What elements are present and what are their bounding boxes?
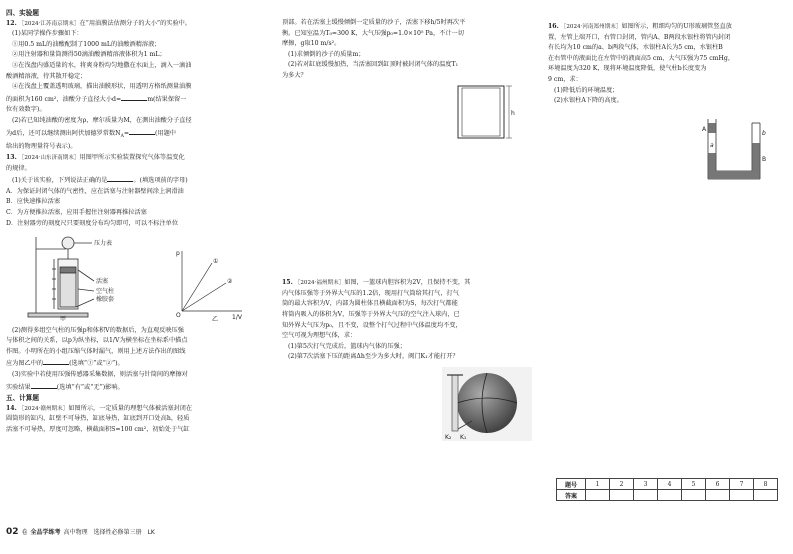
step-text: ①用0.5 mL的油酸配制了1000 mL的油酸酒精溶液； (12, 40, 161, 48)
question-text: 内气体压强等于外界大气压的1.2倍，现用打气筒给其打气，打气 (282, 289, 459, 297)
step-text: 酸酒精溶液，待其散开稳定； (6, 72, 87, 80)
answer-cell[interactable] (682, 490, 706, 501)
question-16 (548, 22, 788, 33)
question-stem: 如图，一篮球内胆容积为2V，且保持不变，其 (344, 279, 471, 287)
pump-barrel (452, 375, 458, 431)
line-2 (182, 283, 226, 311)
question-14 (6, 404, 268, 415)
mercury-a (709, 123, 716, 133)
table-cell: 3 (634, 479, 658, 490)
answer-cell[interactable] (586, 490, 610, 501)
answer-blank[interactable] (129, 127, 155, 135)
step-text: ③在浅盘内盛适量的水，将爽身粉均匀地撒在水面上，滴入一滴油 (12, 61, 192, 69)
sub-question: (2)测得多组空气柱的压强p和体积V的数据后，为直观反映压强 (12, 326, 184, 334)
text-span: = (123, 129, 129, 137)
text-span: 为d后，还可以继续测出阿伏加德罗常数N (6, 129, 121, 137)
sub-question: 为d后，还可以继续测出阿伏加德罗常数$N_A=$ (用题中 (6, 127, 268, 143)
table-cell: 1 (586, 479, 610, 490)
answer-blank[interactable] (31, 381, 57, 389)
question-text: 摩擦，g取10 m/s²。 (282, 40, 341, 48)
table-cell: 6 (706, 479, 730, 490)
question-number: 15. (282, 279, 293, 287)
page-number: 02 (6, 527, 19, 537)
option-b: B．应快速推拉活塞 (6, 198, 61, 206)
table-cell: 2 (610, 479, 634, 490)
label-A: A (702, 125, 707, 133)
source-tag: ［2024·河南郑州期末］ (560, 24, 622, 30)
question-stem: 用图甲所示实验装置探究气体等温变化 (79, 153, 185, 161)
table-cell: 5 (682, 479, 706, 490)
sub-question (6, 174, 268, 187)
question-stem: 在“用油膜法估测分子的大小”的实验中。 (79, 19, 192, 27)
text-span: 。(填选项前的字母) (133, 177, 188, 185)
syringe-apparatus (28, 237, 94, 317)
answer-cell[interactable] (634, 490, 658, 501)
middle-column (282, 18, 534, 448)
section-heading-experiment: 四、实验题 (6, 9, 39, 17)
question-text: 顶部。若在活塞上缓慢倾倒一定质量的沙子，活塞下移h/5时再次平 (282, 19, 466, 26)
answer-cell[interactable] (754, 490, 778, 501)
question-number: 12. (6, 19, 17, 27)
origin-label: O (176, 312, 181, 320)
sub-question: (2)若对缸底缓慢加热，当活塞回到缸顶时被封闭气体的温度T₁ (288, 61, 459, 69)
sub-question: (1)降低后的环境温度； (554, 86, 619, 94)
question-stem: 如图所示，一定质量的理想气体被活塞封闭在 (68, 404, 193, 412)
table-row (557, 490, 778, 501)
question-text: 衡。已知室温为T₀=300 K，大气压强p₀=1.0×10⁵ Pa，不计一切 (282, 29, 464, 37)
sub-question: 作图。小明所在的小组压缩气体时漏气，则用上述方法作出的图线 (6, 347, 186, 355)
sub-question: (1)某同学操作步骤如下： (12, 30, 83, 38)
answer-blank[interactable] (107, 174, 133, 182)
label-pressure-gauge: 压力表 (94, 240, 113, 248)
answer-table (556, 478, 778, 501)
question-text: 将筒内吸入的体积为V，压强等于外界大气压的空气注入球内，已 (282, 310, 460, 318)
question-stem: 如图所示，粗细均匀的U形玻璃管竖直放 (621, 23, 732, 30)
sub-question: 为多大？ (282, 71, 307, 79)
question-text: 活塞不可导热，厚度可忽略，横截面积S=100 cm²，初始处于气缸 (6, 426, 190, 434)
label-piston: 活塞 (96, 278, 109, 286)
text-span: (1)关于该实验，下列说法正确的是 (12, 177, 108, 185)
step-text: ④在浅盘上覆盖透明玻璃，描出油膜形状，用透明方格纸测量油膜 (12, 83, 192, 91)
step-text: ②用注射器和量筒测得50滴油酸酒精溶液体积为1 mL； (12, 51, 166, 59)
sub-question: 给出的物理量符号表示)。 (6, 143, 77, 151)
question-text: 9 cm，求： (548, 75, 582, 83)
table-cell: 7 (730, 479, 754, 490)
left-column (6, 8, 268, 436)
question-text: 空气可视为理想气体，求： (282, 332, 357, 340)
valve-label-k1: K₁ (460, 433, 467, 441)
text-span: (选填“有”或“无”)影响。 (56, 383, 124, 391)
question-text: 置，左管上端开口，右管口封闭，管内A、B两段水银柱将管内封闭 (548, 33, 731, 41)
text-span: 的面积为160 cm²，油酸分子直径大小d= (6, 95, 122, 103)
sub-question: (1)第5次打气完成后，篮球内气体的压强； (288, 342, 406, 350)
table-header-number: 题号 (557, 479, 586, 490)
question-text: 环境温度为320 K，现将环境温度降低，使气柱b长度变为 (548, 65, 707, 73)
cylinder-figure (282, 84, 534, 164)
sub-question (6, 381, 268, 394)
question-number: 13. (6, 153, 17, 161)
question-15 (282, 278, 534, 289)
source-tag: ［2024·赣州期末］ (18, 405, 69, 412)
option-d: D．注射器旁的刻度尺只要刻度分布均匀即可，可以不标注单位 (6, 219, 179, 227)
question-text: 有长均为10 cm的a、b两段气体，水银柱A长为5 cm，水银柱B (548, 44, 723, 52)
label-a: a (710, 141, 714, 149)
text-span: m(结果保留一 (147, 95, 187, 103)
option-c: C．为方便推拉活塞，应用手握住注射器再推拉活塞 (6, 208, 147, 216)
question-text: 在右管中的液面比在左管中的液面高5 cm，大气压强为75 cmHg， (548, 54, 735, 62)
book-title: 全品学练考 (30, 529, 61, 536)
text-span: 应为图乙中的 (6, 360, 44, 368)
section-heading-calculation: 五、计算题 (6, 394, 39, 403)
label-b: b (762, 129, 766, 137)
step-text: 位有效数字)。 (6, 106, 46, 114)
source-tag: ［2024·福州期末］ (294, 280, 345, 287)
valve-label-k2: K₂ (445, 433, 452, 441)
height-label: h (511, 109, 515, 117)
text-span: 实验结果 (6, 383, 31, 391)
question-13 (6, 153, 268, 164)
label-figure-jia: 甲 (60, 316, 67, 322)
question-text: 知外界大气压为p₀，且不变，设整个打气过程中气体温度均不变， (282, 321, 462, 329)
basketball-pump-figure (282, 363, 534, 443)
answer-cell[interactable] (730, 490, 754, 501)
question-stem: 的规律。 (6, 164, 31, 172)
option-a: A．为保证封闭气体的气密性，应在活塞与注射器壁间涂上润滑油 (6, 187, 184, 195)
page-footer (6, 527, 155, 537)
p-vs-inverse-v-graph (182, 251, 242, 311)
answer-blank[interactable] (121, 93, 147, 101)
sub-question: (2)若已知纯油酸的密度为ρ，摩尔质量为M，在测出油酸分子直径 (12, 116, 192, 124)
text-span: (用题中 (155, 129, 176, 137)
mercury-b (753, 143, 760, 171)
apparatus-figure (6, 229, 268, 321)
answer-cell[interactable] (706, 490, 730, 501)
right-column (548, 22, 788, 203)
line-label-1: ① (213, 258, 219, 266)
table-cell: 8 (754, 479, 778, 490)
sub-question: (3)实验中若使用压强传感器采集数据，则活塞与针筒间的摩擦对 (12, 371, 188, 379)
table-header-answer: 答案 (557, 490, 586, 501)
label-rubber-cap: 橡胶套 (96, 296, 115, 304)
question-text: 筒的最大容积为V，内部为圆柱体且横截面积为S，每次打气都能 (282, 300, 458, 308)
text-span: (选填“①”或“②”)。 (69, 360, 124, 368)
axis-label-x: 1/V (232, 314, 242, 322)
sub-question: (2)水银柱A下降的高度。 (554, 97, 623, 105)
answer-cell[interactable] (658, 490, 682, 501)
sub-question: 与体积之间的关系，以p为纵坐标，以1/V为横坐标在坐标系中描点 (6, 337, 188, 345)
sub-question: (2)第7次活塞下压的距离Δh至少为多大时，阀门K₁才能打开？ (288, 353, 459, 361)
answer-blank[interactable] (43, 357, 69, 365)
question-number: 14. (6, 404, 17, 412)
label-B: B (762, 155, 767, 163)
sub-question (6, 357, 268, 370)
question-number: 16. (548, 23, 559, 30)
u-tube-figure (548, 109, 788, 199)
question-12 (6, 19, 268, 30)
label-air-column: 空气柱 (96, 288, 115, 296)
line-label-2: ② (227, 278, 233, 286)
footer-subject: 高中物理 选择性必修第三册 LK (63, 529, 155, 536)
axis-label-p: p (176, 250, 180, 258)
footer-juan: 卷 (21, 529, 28, 536)
label-figure-yi: 乙 (212, 316, 219, 322)
table-row (557, 479, 778, 490)
sub-question: (1)求倾倒的沙子的质量m； (288, 50, 365, 58)
line-1 (182, 263, 212, 311)
source-tag: ［2024·江苏南京期末］ (18, 20, 80, 27)
table-cell: 4 (658, 479, 682, 490)
question-text: 圆筒形的缸内，缸壁不可导热，缸底导热，缸底到开口处高h，轻质 (6, 415, 190, 423)
answer-cell[interactable] (610, 490, 634, 501)
source-tag: ［2024·山东济南期末］ (18, 154, 80, 161)
step-text (6, 93, 268, 106)
